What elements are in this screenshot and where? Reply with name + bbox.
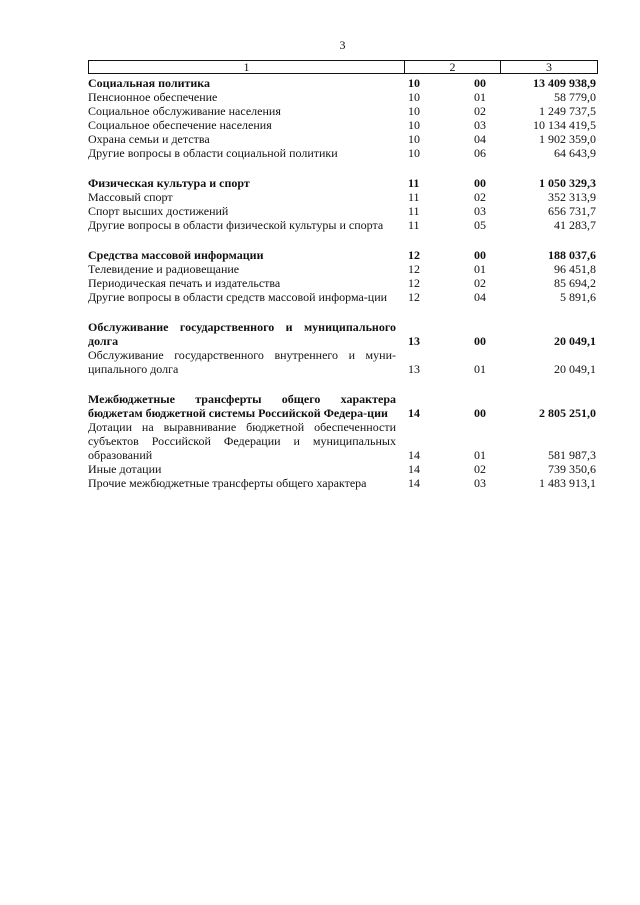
row-amount: 41 283,7 xyxy=(554,218,596,232)
row-section-code: 10 xyxy=(408,118,420,132)
row-amount: 739 350,6 xyxy=(548,462,596,476)
row-subsection-code: 03 xyxy=(474,204,486,218)
row-section-code: 11 xyxy=(408,204,420,218)
row-subsection-code: 00 xyxy=(474,176,486,190)
row-section-code: 11 xyxy=(408,190,420,204)
row-section-code: 13 xyxy=(408,334,420,348)
table-row xyxy=(88,146,598,160)
row-name: Другие вопросы в области средств массовой информа-ции xyxy=(88,290,388,304)
row-name: Обслуживание государственного и муниципального долга xyxy=(88,320,396,348)
row-section-code: 14 xyxy=(408,448,420,462)
row-subsection-code: 03 xyxy=(474,476,486,490)
row-name: Социальное обеспечение населения xyxy=(88,118,272,132)
row-subsection-code: 02 xyxy=(474,190,486,204)
row-section-code: 14 xyxy=(408,476,420,490)
row-amount: 85 694,2 xyxy=(554,276,596,290)
row-section-code: 12 xyxy=(408,248,420,262)
table-header-row xyxy=(88,60,598,74)
row-subsection-code: 00 xyxy=(474,334,486,348)
row-section-code: 10 xyxy=(408,90,420,104)
row-subsection-code: 00 xyxy=(474,248,486,262)
table-row xyxy=(88,290,598,304)
row-name: Другие вопросы в области физической культуры и спорта xyxy=(88,218,384,232)
row-amount: 1 050 329,3 xyxy=(539,176,596,190)
row-name: Периодическая печать и издательства xyxy=(88,276,281,290)
row-section-code: 11 xyxy=(408,218,420,232)
row-name: Обслуживание государственного внутреннего и муни-ципального долга xyxy=(88,348,396,376)
row-section-code: 13 xyxy=(408,362,420,376)
row-amount: 188 037,6 xyxy=(548,248,596,262)
row-name: Социальное обслуживание населения xyxy=(88,104,281,118)
table-row xyxy=(88,190,598,204)
row-section-code: 14 xyxy=(408,462,420,476)
row-amount: 58 779,0 xyxy=(554,90,596,104)
row-amount: 13 409 938,9 xyxy=(533,76,596,90)
table-row xyxy=(88,104,598,118)
row-name: Другие вопросы в области социальной политики xyxy=(88,146,338,160)
row-name: Социальная политика xyxy=(88,76,211,90)
row-amount: 96 451,8 xyxy=(554,262,596,276)
table-row xyxy=(88,420,598,462)
page-number: 3 xyxy=(339,38,346,52)
row-section-code: 10 xyxy=(408,132,420,146)
row-section-code: 12 xyxy=(408,262,420,276)
row-amount: 1 483 913,1 xyxy=(539,476,596,490)
row-section-code: 11 xyxy=(408,176,420,190)
row-subsection-code: 00 xyxy=(474,406,486,420)
row-name: Физическая культура и спорт xyxy=(88,176,250,190)
section-row xyxy=(88,176,598,190)
section-row xyxy=(88,76,598,90)
row-subsection-code: 01 xyxy=(474,362,486,376)
row-amount: 64 643,9 xyxy=(554,146,596,160)
row-section-code: 14 xyxy=(408,406,420,420)
row-amount: 656 731,7 xyxy=(548,204,596,218)
row-amount: 20 049,1 xyxy=(554,362,596,376)
table-row xyxy=(88,218,598,232)
row-amount: 5 891,6 xyxy=(560,290,596,304)
row-name: Охрана семьи и детства xyxy=(88,132,210,146)
row-name: Средства массовой информации xyxy=(88,248,264,262)
header-col-1: 1 xyxy=(89,61,405,73)
section-row xyxy=(88,392,598,420)
row-subsection-code: 04 xyxy=(474,290,486,304)
row-subsection-code: 04 xyxy=(474,132,486,146)
row-section-code: 10 xyxy=(408,76,420,90)
row-amount: 10 134 419,5 xyxy=(533,118,596,132)
row-name: Спорт высших достижений xyxy=(88,204,229,218)
row-subsection-code: 06 xyxy=(474,146,486,160)
header-col-2: 2 xyxy=(405,61,501,73)
row-amount: 2 805 251,0 xyxy=(539,406,596,420)
row-section-code: 12 xyxy=(408,290,420,304)
table-row xyxy=(88,276,598,290)
row-subsection-code: 02 xyxy=(474,104,486,118)
table-row xyxy=(88,132,598,146)
row-section-code: 12 xyxy=(408,276,420,290)
row-amount: 20 049,1 xyxy=(554,334,596,348)
row-subsection-code: 01 xyxy=(474,448,486,462)
row-name: Массовый спорт xyxy=(88,190,173,204)
table-row xyxy=(88,90,598,104)
row-name: Прочие межбюджетные трансферты общего характера xyxy=(88,476,367,490)
row-name: Пенсионное обеспечение xyxy=(88,90,218,104)
row-subsection-code: 01 xyxy=(474,90,486,104)
table-row xyxy=(88,118,598,132)
budget-table xyxy=(88,60,598,490)
row-amount: 581 987,3 xyxy=(548,448,596,462)
row-subsection-code: 01 xyxy=(474,262,486,276)
table-row xyxy=(88,462,598,476)
row-name: Иные дотации xyxy=(88,462,162,476)
row-amount: 352 313,9 xyxy=(548,190,596,204)
row-subsection-code: 05 xyxy=(474,218,486,232)
row-subsection-code: 00 xyxy=(474,76,486,90)
table-body xyxy=(88,76,598,490)
row-subsection-code: 02 xyxy=(474,462,486,476)
row-amount: 1 249 737,5 xyxy=(539,104,596,118)
header-col-3: 3 xyxy=(546,60,552,74)
section-row xyxy=(88,320,598,348)
row-name: Телевидение и радиовещание xyxy=(88,262,240,276)
row-subsection-code: 03 xyxy=(474,118,486,132)
table-row xyxy=(88,204,598,218)
row-name: Дотации на выравнивание бюджетной обеспеченности субъектов Российской Федерации и муниципальных образований xyxy=(88,420,396,462)
row-section-code: 10 xyxy=(408,146,420,160)
table-row xyxy=(88,262,598,276)
table-row xyxy=(88,476,598,490)
row-section-code: 10 xyxy=(408,104,420,118)
table-row xyxy=(88,348,598,376)
row-name: Межбюджетные трансферты общего характера бюджетам бюджетной системы Российской Федера-ции xyxy=(88,392,396,420)
row-amount: 1 902 359,0 xyxy=(539,132,596,146)
row-subsection-code: 02 xyxy=(474,276,486,290)
section-row xyxy=(88,248,598,262)
